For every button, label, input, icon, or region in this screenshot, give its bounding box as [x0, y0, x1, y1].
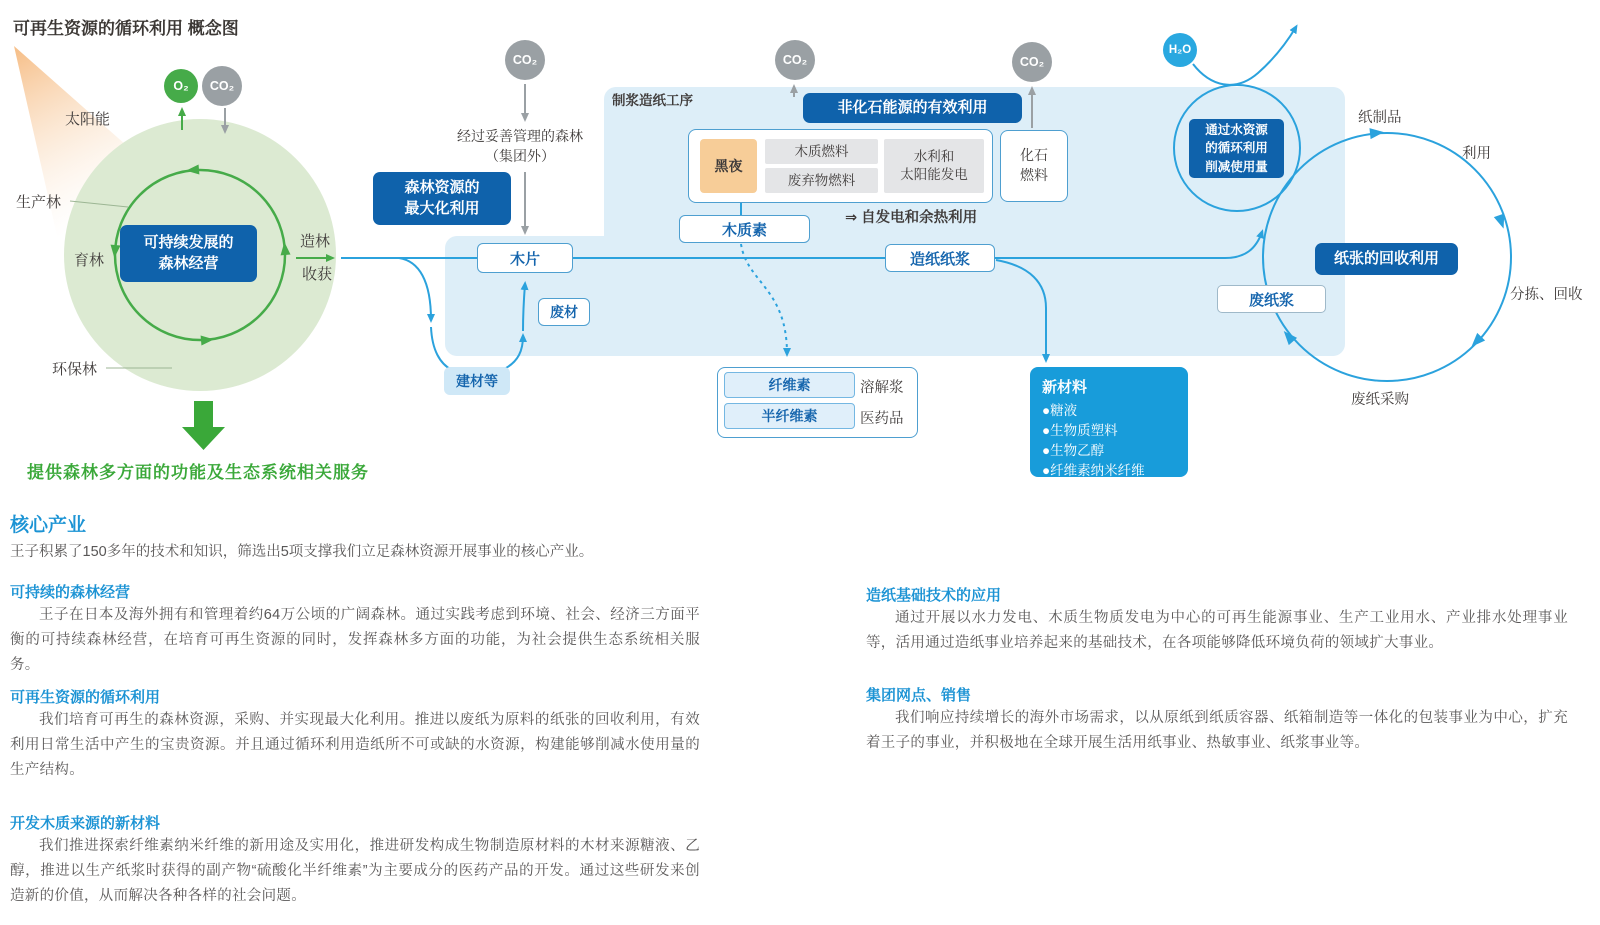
harvest-label: 收获 [302, 266, 333, 283]
building-material-label: 建材等 [456, 373, 498, 389]
sustainable-forest-box [120, 225, 257, 282]
black-liquor-label: 黑夜 [714, 158, 743, 174]
hemicellulose-box [724, 403, 855, 429]
co2-label: CO₂ [209, 79, 235, 93]
co2-label: CO₂ [1019, 55, 1045, 69]
co2-label: CO₂ [782, 53, 808, 67]
sorting-recovery-label: 分拣、回收 [1510, 287, 1583, 303]
co2-chip-forest [202, 66, 242, 106]
dissolving-pulp-label: 溶解浆 [860, 380, 904, 396]
o2-label: O₂ [173, 79, 189, 93]
production-forest-label: 生产林 [16, 194, 62, 211]
forest-services-caption: 提供森林多方面的功能及生态系统相关服务 [27, 463, 369, 482]
waste-pulp-box [1217, 285, 1326, 313]
co2-chip-fossil [1012, 42, 1052, 82]
page-title: 可再生资源的循环利用 概念图 [13, 19, 239, 38]
fossil-fuel-box [1000, 130, 1068, 202]
use-label: 利用 [1462, 146, 1491, 162]
co2-chip-managed-forest [505, 40, 545, 80]
new-materials-item: ●生物乙醇 [1042, 443, 1105, 458]
section-body-sustainable-forestry: 王子在日本及海外拥有和管理着约64万公顷的广阔森林。通过实践考虑到环境、社会、经济三方面平衡的可持续森林经营，在培育可再生资源的同时，发挥森林多方面的功能，为社会提供生态系统相关服务。 [10, 607, 700, 673]
section-body-new-materials: 我们推进探索纤维素纳米纤维的新用途及实用化，推进研发构成生物制造原材料的木材来源糖液、乙醇，推进以生产纸浆时获得的副产物“硫酸化半纤维素”为主要成分的医药产品的开发。通过这些研发来创造新的价值，从而解决各种各样的社会问题。 [10, 838, 700, 904]
afforestation-label: 造林 [300, 233, 331, 250]
core-industries-heading: 核心产业 [10, 515, 87, 536]
paper-pulp-label: 造纸纸浆 [909, 250, 970, 268]
hemicellulose-label: 半纤维素 [761, 408, 818, 424]
pulp-process-label: 制浆造纸工序 [612, 93, 693, 108]
section-title-sustainable-forestry: 可持续的森林经营 [10, 584, 131, 601]
scrap-wood-box [538, 298, 590, 326]
new-materials-item: ●糖液 [1042, 403, 1078, 418]
black-liquor-box [700, 139, 757, 193]
section-title-new-materials: 开发木质来源的新材料 [10, 815, 161, 832]
water-saving-line2: 的循环利用 [1205, 141, 1268, 156]
cellulose-box [724, 372, 855, 398]
conservation-forest-label: 环保林 [52, 361, 98, 378]
section-title-group-sales: 集团网点、销售 [866, 687, 972, 704]
water-saving-line3: 削减使用量 [1205, 159, 1268, 174]
o2-chip [164, 69, 198, 103]
sun-label: 太阳能 [65, 111, 111, 128]
waste-paper-purchase-label: 废纸采购 [1351, 392, 1409, 408]
section-body-renewable-recycling: 我们培育可再生的森林资源，采购、并实现最大化利用。推进以废纸为原料的纸张的回收利用，有效利用日常生活中产生的宝贵资源。并且通过循环利用造纸所不可或缺的水资源，构建能够削减水使用量的生产结构。 [10, 712, 700, 778]
fossil-fuel-line2: 燃料 [1020, 167, 1048, 183]
wood-fuel-box [765, 139, 878, 164]
section-body-group-sales: 我们响应持续增长的海外市场需求，以从原纸到纸质容器、纸箱制造等一体化的包装事业为中心，扩充着王子的事业，并积极地在全球开展生活用纸事业、热敏事业、纸浆事业等。 [866, 710, 1568, 751]
waste-fuel-box [765, 168, 878, 193]
section-title-renewable-recycling: 可再生资源的循环利用 [10, 689, 161, 706]
max-forest-use-line2: 最大化利用 [404, 199, 480, 217]
scrap-wood-label: 废材 [550, 304, 578, 320]
green-down-arrow [182, 401, 225, 450]
sustainable-forest-line1: 可持续发展的 [143, 234, 234, 252]
section-title-papermaking-tech: 造纸基础技术的应用 [866, 587, 1002, 604]
water-saving-box [1189, 119, 1284, 178]
pharmaceuticals-label: 医药品 [860, 411, 904, 427]
fossil-fuel-line1: 化石 [1020, 147, 1048, 164]
cellulose-label: 纤维素 [768, 377, 811, 393]
nurture-forest-label: 育林 [74, 252, 105, 269]
lignin-box [679, 215, 810, 243]
wood-chip-label: 木片 [509, 250, 540, 268]
sustainable-forest-line2: 森林经营 [158, 254, 219, 272]
waste-pulp-label: 废纸浆 [1248, 291, 1294, 309]
hydro-solar-line1: 水利和 [913, 149, 955, 165]
paper-recycling-label: 纸张的回收利用 [1333, 249, 1439, 267]
managed-forest-label [425, 125, 615, 167]
wood-fuel-label: 木质燃料 [794, 143, 849, 159]
evaporation-arrow [1193, 27, 1296, 85]
water-saving-line1: 通过水资源 [1205, 123, 1268, 138]
h2o-chip [1163, 33, 1197, 67]
hydro-solar-line2: 太阳能发电 [900, 167, 968, 182]
section-body-papermaking-tech: 通过开展以水力发电、木质生物质发电为中心的可再生能源事业、生产工业用水、产业排水处理事业等，活用通过造纸事业培养起来的基础技术，在各项能够降低环境负荷的领域扩大事业。 [866, 610, 1568, 651]
hydro-solar-box [884, 139, 984, 193]
max-forest-use-box [373, 172, 511, 225]
non-fossil-energy-label: 非化石能源的有效利用 [837, 98, 988, 116]
wood-chip-box [477, 243, 573, 273]
building-material-box [444, 367, 510, 395]
core-industries-intro: 王子积累了150多年的技术和知识，筛选出5项支撑我们立足森林资源开展事业的核心产业。 [10, 544, 594, 560]
waste-fuel-label: 废弃物燃料 [787, 172, 856, 188]
managed-forest-line1: 经过妥善管理的森林 [457, 128, 583, 144]
paper-products-label: 纸制品 [1358, 110, 1402, 126]
new-materials-item: ●纤维素纳米纤维 [1042, 463, 1145, 478]
new-materials-box [1030, 367, 1188, 477]
paper-recycling-box [1315, 243, 1458, 275]
non-fossil-energy-box [803, 93, 1022, 123]
co2-chip-nonfossil [775, 40, 815, 80]
h2o-label: H₂O [1168, 44, 1192, 56]
self-generation-label: ⇒ 自发电和余热利用 [845, 210, 978, 226]
co2-label: CO₂ [512, 53, 538, 67]
max-forest-use-line1: 森林资源的 [404, 179, 480, 197]
new-materials-title: 新材料 [1042, 379, 1088, 396]
new-materials-item: ●生物质塑料 [1042, 423, 1118, 438]
paper-pulp-box [885, 244, 995, 272]
lignin-label: 木质素 [721, 221, 767, 239]
managed-forest-line2: （集团外） [485, 148, 555, 164]
